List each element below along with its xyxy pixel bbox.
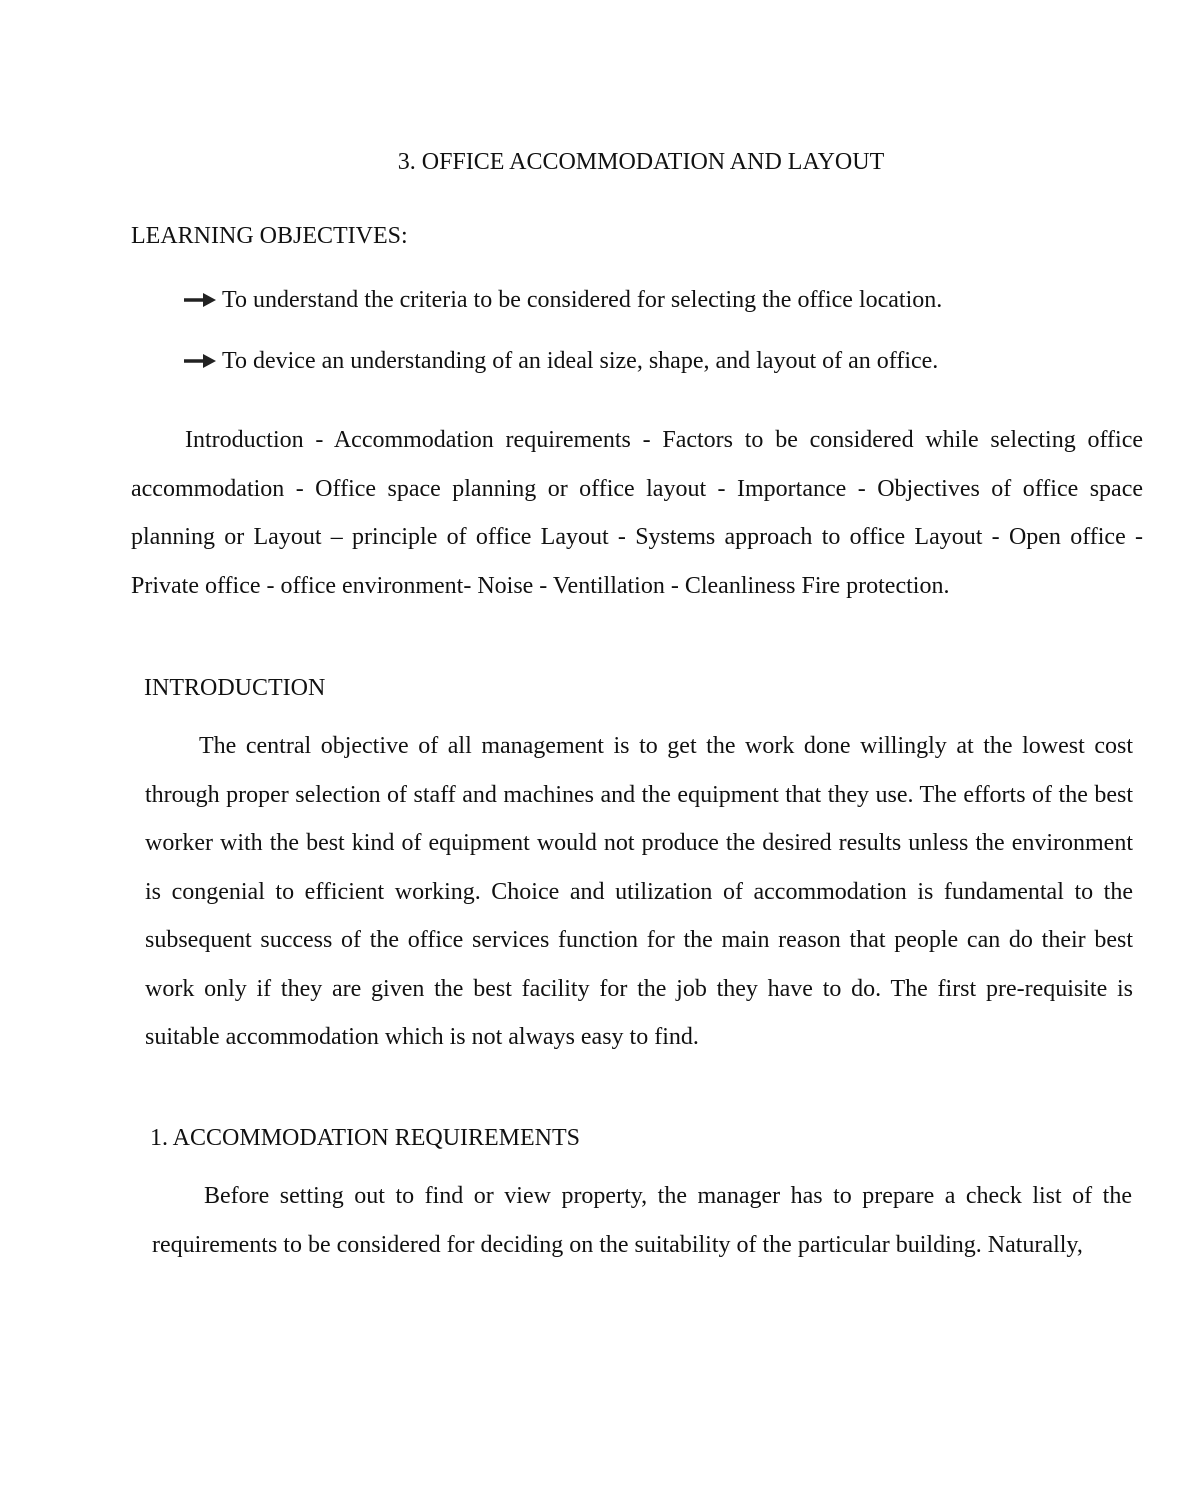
document-title: 3. OFFICE ACCOMMODATION AND LAYOUT: [397, 149, 885, 175]
objective-item: [183, 345, 938, 377]
learning-objectives-heading: LEARNING OBJECTIVES:: [131, 223, 408, 249]
accommodation-requirements-heading: 1. ACCOMMODATION REQUIREMENTS: [150, 1125, 581, 1151]
objective-item: [183, 284, 942, 316]
arrow-right-icon: [183, 290, 217, 310]
objective-text: To understand the criteria to be considered for selecting the office location.: [222, 287, 943, 313]
accommodation-requirements-paragraph: Before setting out to find or view property, the manager has to prepare a check list of the requirements to be considered for deciding on the suitability of the particular building. Naturally,: [152, 1183, 1132, 1258]
chapter-summary: Introduction - Accommodation requirements - Factors to be considered while selecting office accommodation - Office space planning or office layout - Importance - Objectives of office space planning or Layout – principle of office Layout - Systems approach to office Layout - Open office - Private office - office environment- Noise - Ventillation - Cleanliness Fire protection.: [131, 427, 1143, 599]
introduction-heading: INTRODUCTION: [144, 675, 326, 701]
objective-text: To device an understanding of an ideal size, shape, and layout of an office.: [222, 348, 939, 374]
introduction-paragraph: The central objective of all management is to get the work done willingly at the lowest cost through proper selection of staff and machines and the equipment that they use. The efforts of the best worker with the best kind of equipment would not produce the desired results unless the environment is congenial to efficient working. Choice and utilization of accommodation is fundamental to the subsequent success of the office services function for the main reason that people can do their best work only if they are given the best facility for the job they have to do. The first pre-requisite is suitable accommodation which is not always easy to find.: [145, 733, 1133, 1050]
arrow-right-icon: [183, 351, 217, 371]
